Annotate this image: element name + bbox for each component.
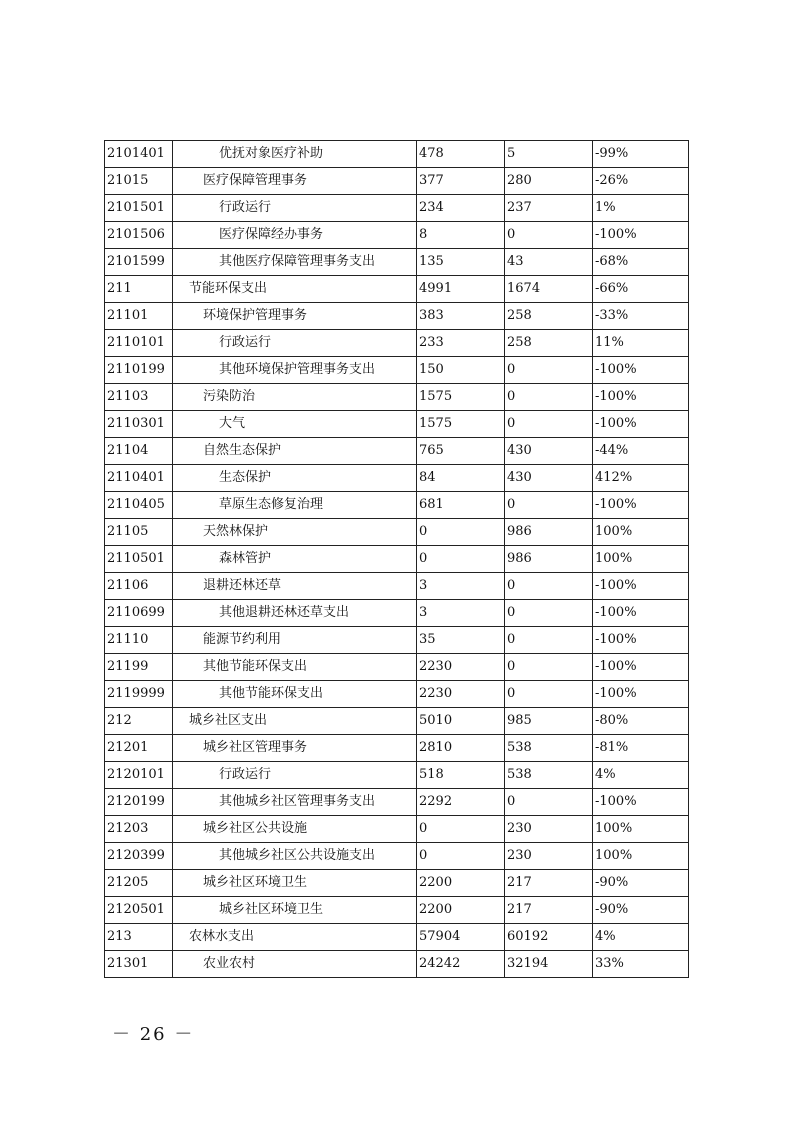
- cell-name: 自然生态保护: [173, 438, 417, 465]
- cell-curr-amount: 217: [505, 897, 593, 924]
- table-row: [105, 249, 689, 276]
- cell-code: 2101599: [105, 249, 173, 276]
- cell-prev-amount: 2810: [417, 735, 505, 762]
- cell-name: 其他城乡社区管理事务支出: [173, 789, 417, 816]
- cell-curr-amount: 986: [505, 519, 593, 546]
- table-row: [105, 627, 689, 654]
- cell-name: 大气: [173, 411, 417, 438]
- cell-prev-amount: 4991: [417, 276, 505, 303]
- cell-code: 2120501: [105, 897, 173, 924]
- cell-curr-amount: 60192: [505, 924, 593, 951]
- cell-prev-amount: 84: [417, 465, 505, 492]
- cell-name: 其他节能环保支出: [173, 681, 417, 708]
- table-row: [105, 708, 689, 735]
- cell-code: 21201: [105, 735, 173, 762]
- table-row: [105, 573, 689, 600]
- table-row: [105, 357, 689, 384]
- cell-code: 21104: [105, 438, 173, 465]
- cell-curr-amount: 230: [505, 843, 593, 870]
- table-row: [105, 681, 689, 708]
- cell-name: 城乡社区环境卫生: [173, 897, 417, 924]
- cell-change-pct: -90%: [593, 870, 689, 897]
- table-row: [105, 951, 689, 978]
- table-row: [105, 492, 689, 519]
- cell-curr-amount: 0: [505, 573, 593, 600]
- cell-prev-amount: 377: [417, 168, 505, 195]
- table-row: [105, 924, 689, 951]
- cell-prev-amount: 233: [417, 330, 505, 357]
- cell-prev-amount: 0: [417, 519, 505, 546]
- cell-change-pct: -80%: [593, 708, 689, 735]
- cell-name: 行政运行: [173, 330, 417, 357]
- cell-change-pct: -68%: [593, 249, 689, 276]
- cell-prev-amount: 0: [417, 816, 505, 843]
- cell-curr-amount: 1674: [505, 276, 593, 303]
- table-row: [105, 168, 689, 195]
- cell-name: 城乡社区管理事务: [173, 735, 417, 762]
- table-row: [105, 465, 689, 492]
- cell-change-pct: 100%: [593, 843, 689, 870]
- cell-name: 其他城乡社区公共设施支出: [173, 843, 417, 870]
- cell-code: 2110405: [105, 492, 173, 519]
- cell-curr-amount: 0: [505, 654, 593, 681]
- cell-name: 行政运行: [173, 195, 417, 222]
- cell-prev-amount: 2200: [417, 897, 505, 924]
- cell-name: 污染防治: [173, 384, 417, 411]
- cell-code: 2101401: [105, 141, 173, 168]
- table-row: [105, 276, 689, 303]
- cell-prev-amount: 2230: [417, 681, 505, 708]
- cell-code: 21301: [105, 951, 173, 978]
- cell-prev-amount: 24242: [417, 951, 505, 978]
- cell-name: 天然林保护: [173, 519, 417, 546]
- table-row: [105, 870, 689, 897]
- table-row: [105, 519, 689, 546]
- cell-change-pct: -100%: [593, 627, 689, 654]
- cell-name: 城乡社区支出: [173, 708, 417, 735]
- cell-name: 草原生态修复治理: [173, 492, 417, 519]
- cell-curr-amount: 32194: [505, 951, 593, 978]
- cell-prev-amount: 3: [417, 573, 505, 600]
- budget-table: [104, 140, 689, 978]
- cell-change-pct: -100%: [593, 789, 689, 816]
- cell-curr-amount: 43: [505, 249, 593, 276]
- cell-change-pct: 100%: [593, 546, 689, 573]
- cell-curr-amount: 0: [505, 600, 593, 627]
- cell-name: 城乡社区公共设施: [173, 816, 417, 843]
- cell-curr-amount: 0: [505, 627, 593, 654]
- cell-prev-amount: 2230: [417, 654, 505, 681]
- cell-change-pct: -100%: [593, 492, 689, 519]
- cell-name: 节能环保支出: [173, 276, 417, 303]
- cell-change-pct: -100%: [593, 600, 689, 627]
- cell-change-pct: -90%: [593, 897, 689, 924]
- cell-name: 退耕还林还草: [173, 573, 417, 600]
- cell-prev-amount: 135: [417, 249, 505, 276]
- table-row: [105, 303, 689, 330]
- cell-code: 21110: [105, 627, 173, 654]
- cell-curr-amount: 0: [505, 789, 593, 816]
- cell-name: 医疗保障管理事务: [173, 168, 417, 195]
- cell-curr-amount: 5: [505, 141, 593, 168]
- cell-code: 2101506: [105, 222, 173, 249]
- table-row: [105, 735, 689, 762]
- cell-prev-amount: 57904: [417, 924, 505, 951]
- cell-prev-amount: 518: [417, 762, 505, 789]
- cell-prev-amount: 1575: [417, 411, 505, 438]
- cell-prev-amount: 3: [417, 600, 505, 627]
- cell-code: 21103: [105, 384, 173, 411]
- cell-prev-amount: 1575: [417, 384, 505, 411]
- cell-curr-amount: 217: [505, 870, 593, 897]
- cell-prev-amount: 478: [417, 141, 505, 168]
- cell-curr-amount: 538: [505, 735, 593, 762]
- cell-code: 2120199: [105, 789, 173, 816]
- cell-name: 医疗保障经办事务: [173, 222, 417, 249]
- cell-prev-amount: 8: [417, 222, 505, 249]
- cell-curr-amount: 258: [505, 330, 593, 357]
- table-row: [105, 897, 689, 924]
- cell-curr-amount: 430: [505, 465, 593, 492]
- cell-curr-amount: 0: [505, 384, 593, 411]
- cell-change-pct: 100%: [593, 519, 689, 546]
- cell-change-pct: -99%: [593, 141, 689, 168]
- cell-prev-amount: 765: [417, 438, 505, 465]
- cell-code: 2119999: [105, 681, 173, 708]
- cell-change-pct: -44%: [593, 438, 689, 465]
- table-row: [105, 438, 689, 465]
- cell-prev-amount: 681: [417, 492, 505, 519]
- cell-curr-amount: 986: [505, 546, 593, 573]
- table-row: [105, 600, 689, 627]
- cell-code: 2120399: [105, 843, 173, 870]
- cell-change-pct: 4%: [593, 924, 689, 951]
- cell-curr-amount: 0: [505, 411, 593, 438]
- table-row: [105, 546, 689, 573]
- cell-change-pct: -100%: [593, 573, 689, 600]
- cell-change-pct: 11%: [593, 330, 689, 357]
- cell-code: 2110401: [105, 465, 173, 492]
- table-row: [105, 843, 689, 870]
- cell-code: 2110699: [105, 600, 173, 627]
- cell-change-pct: -100%: [593, 384, 689, 411]
- cell-prev-amount: 2200: [417, 870, 505, 897]
- cell-code: 21106: [105, 573, 173, 600]
- cell-change-pct: 100%: [593, 816, 689, 843]
- cell-code: 213: [105, 924, 173, 951]
- cell-name: 其他环境保护管理事务支出: [173, 357, 417, 384]
- table-row: [105, 816, 689, 843]
- cell-prev-amount: 2292: [417, 789, 505, 816]
- cell-name: 农业农村: [173, 951, 417, 978]
- cell-change-pct: -100%: [593, 222, 689, 249]
- cell-prev-amount: 5010: [417, 708, 505, 735]
- cell-curr-amount: 258: [505, 303, 593, 330]
- cell-change-pct: 33%: [593, 951, 689, 978]
- cell-name: 生态保护: [173, 465, 417, 492]
- cell-curr-amount: 985: [505, 708, 593, 735]
- cell-name: 森林管护: [173, 546, 417, 573]
- cell-curr-amount: 230: [505, 816, 593, 843]
- cell-name: 优抚对象医疗补助: [173, 141, 417, 168]
- cell-change-pct: 412%: [593, 465, 689, 492]
- cell-code: 2110501: [105, 546, 173, 573]
- cell-curr-amount: 538: [505, 762, 593, 789]
- cell-prev-amount: 234: [417, 195, 505, 222]
- cell-curr-amount: 280: [505, 168, 593, 195]
- cell-change-pct: -100%: [593, 357, 689, 384]
- cell-change-pct: -33%: [593, 303, 689, 330]
- table-row: [105, 411, 689, 438]
- cell-change-pct: 1%: [593, 195, 689, 222]
- cell-curr-amount: 0: [505, 492, 593, 519]
- table-body: [105, 141, 689, 978]
- page-number: － 26 －: [112, 1024, 195, 1045]
- cell-prev-amount: 35: [417, 627, 505, 654]
- cell-code: 21199: [105, 654, 173, 681]
- cell-name: 行政运行: [173, 762, 417, 789]
- cell-name: 农林水支出: [173, 924, 417, 951]
- cell-prev-amount: 383: [417, 303, 505, 330]
- cell-change-pct: -100%: [593, 654, 689, 681]
- cell-change-pct: -26%: [593, 168, 689, 195]
- table-row: [105, 762, 689, 789]
- cell-prev-amount: 0: [417, 546, 505, 573]
- cell-name: 其他节能环保支出: [173, 654, 417, 681]
- table-row: [105, 195, 689, 222]
- cell-curr-amount: 0: [505, 222, 593, 249]
- table-row: [105, 222, 689, 249]
- cell-code: 21205: [105, 870, 173, 897]
- cell-code: 21105: [105, 519, 173, 546]
- cell-code: 212: [105, 708, 173, 735]
- cell-code: 21015: [105, 168, 173, 195]
- cell-code: 21101: [105, 303, 173, 330]
- cell-change-pct: -66%: [593, 276, 689, 303]
- table-row: [105, 330, 689, 357]
- table-row: [105, 654, 689, 681]
- cell-code: 2110301: [105, 411, 173, 438]
- cell-change-pct: -100%: [593, 411, 689, 438]
- cell-name: 能源节约利用: [173, 627, 417, 654]
- cell-change-pct: 4%: [593, 762, 689, 789]
- cell-prev-amount: 150: [417, 357, 505, 384]
- cell-curr-amount: 0: [505, 681, 593, 708]
- cell-name: 环境保护管理事务: [173, 303, 417, 330]
- cell-code: 2101501: [105, 195, 173, 222]
- cell-name: 其他退耕还林还草支出: [173, 600, 417, 627]
- cell-name: 其他医疗保障管理事务支出: [173, 249, 417, 276]
- cell-code: 21203: [105, 816, 173, 843]
- cell-change-pct: -100%: [593, 681, 689, 708]
- cell-code: 2110101: [105, 330, 173, 357]
- table-row: [105, 384, 689, 411]
- cell-code: 2110199: [105, 357, 173, 384]
- cell-curr-amount: 0: [505, 357, 593, 384]
- cell-code: 2120101: [105, 762, 173, 789]
- cell-prev-amount: 0: [417, 843, 505, 870]
- table-row: [105, 141, 689, 168]
- cell-change-pct: -81%: [593, 735, 689, 762]
- table-row: [105, 789, 689, 816]
- cell-curr-amount: 237: [505, 195, 593, 222]
- cell-code: 211: [105, 276, 173, 303]
- cell-curr-amount: 430: [505, 438, 593, 465]
- cell-name: 城乡社区环境卫生: [173, 870, 417, 897]
